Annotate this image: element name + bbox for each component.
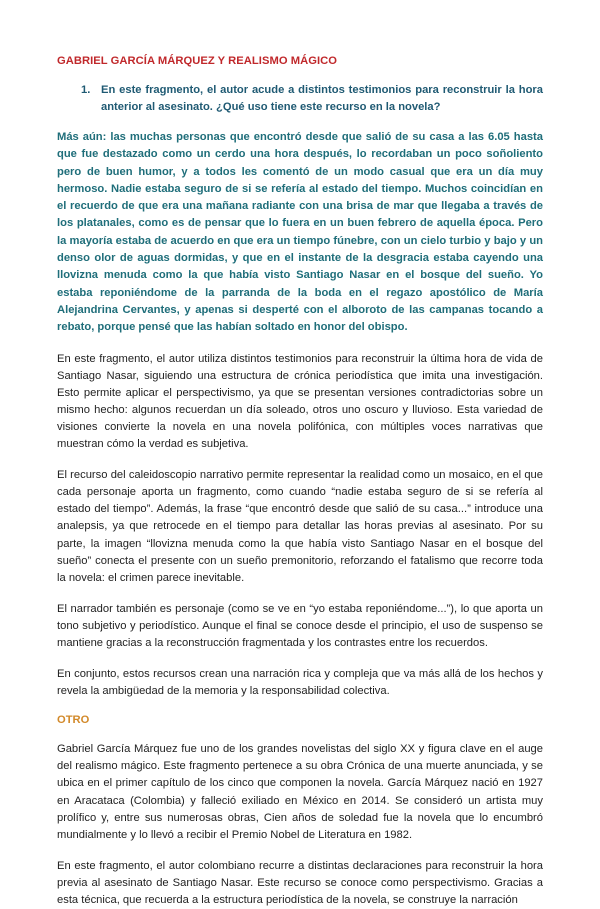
question-item — [81, 82, 543, 115]
analysis-paragraph: El recurso del caleidoscopio narrativo permite representar la realidad como un mosaico, en el que cada personaje aporta un fragmento, como cuando “nadie estaba seguro de si se refería al estado del tiempo”. Además, la frase “que encontró desde que salió de su casa...” introduce una analepsis, ya que retrocede en el tiempo para detallar las horas previas al asesinato. Por su parte, la imagen “llovizna menuda como la que había visto Santiago Nasar en el bosque del sueño” conecta el presente con un sueño premonitorio, reforzando el fatalismo que recorre toda la novela: el crimen parece inevitable. — [57, 469, 543, 584]
section-heading: OTRO — [57, 714, 90, 727]
other-paragraph: Gabriel García Márquez fue uno de los grandes novelistas del siglo XX y figura clave en el auge del realismo mágico. Este fragmento pertenece a su obra Crónica de una muerte anunciada, y se ubica en el primer capítulo de los cinco que componen la novela. García Márquez nació en 1927 en Aracataca (Colombia) y falleció exiliado en México en 2014. Se consideró un artista muy prolífico y, entre sus numerosas obras, Cien años de soledad fue la novela que lo encumbró mundialmente y lo llevó a recibir el Premio Nobel de Literatura en 1982. — [57, 743, 543, 841]
quoted-fragment: Más aún: las muchas personas que encontró desde que salió de su casa a las 6.05 hasta que fue destazado como un cerdo una hora después, lo recordaban un poco soñoliento pero de buen humor, y a todos les comentó de un modo casual que era un día muy hermoso. Nadie estaba seguro de si se refería al estado del tiempo. Muchos coincidían en el recuerdo de que era una mañana radiante con una brisa de mar que llegaba a través de los platanales, como es de pensar que lo fuera en un buen febrero de aquella época. Pero la mayoría estaba de acuerdo en que era un tiempo fúnebre, con un cielo turbio y bajo y un denso olor de aguas dormidas, y que en el instante de la desgracia estaba cayendo una llovizna menuda como la que había visto Santiago Nasar en el bosque del sueño. Yo estaba reponiéndome de la parranda de la boda en el regazo apostólico de María Alejandrina Cervantes, y apenas si desperté con el alboroto de las campanas tocando a rebato, porque pensé que las habían soltado en honor del obispo. — [57, 131, 543, 334]
analysis-paragraph: En este fragmento, el autor utiliza distintos testimonios para reconstruir la última hora de vida de Santiago Nasar, siguiendo una estructura de crónica periodística que imita una investigación. Esto permite aplicar el perspectivismo, ya que se presentan versiones contradictorias sobre un mismo hecho: algunos recuerdan un día soleado, otros uno oscuro y lluvioso. Esta variedad de visiones convierte la novela en una novela polifónica, con múltiples voces narrativas que muestran cómo la verdad es subjetiva. — [57, 352, 543, 451]
question-number: 1. — [81, 84, 91, 96]
question-text: En este fragmento, el autor acude a distintos testimonios para reconstruir la hora anterior al asesinato. ¿Qué uso tiene este recurso en la novela? — [101, 84, 543, 113]
analysis-paragraph: El narrador también es personaje (como se ve en “yo estaba reponiéndome...”), lo que aporta un tono subjetivo y periodístico. Aunque el final se conoce desde el principio, el uso de suspenso se mantiene gracias a la reconstrucción fragmentada y los contrastes entre los recuerdos. — [57, 602, 543, 649]
other-paragraph: En este fragmento, el autor colombiano recurre a distintas declaraciones para reconstruir la hora previa al asesinato de Santiago Nasar. Este recurso se conoce como perspectivismo. Gracias a esta técnica, que recuerda a la estructura periodística de la novela, se construye la narración — [57, 859, 543, 906]
document-title: GABRIEL GARCÍA MÁRQUEZ Y REALISMO MÁGICO — [57, 55, 338, 67]
analysis-paragraph: En conjunto, estos recursos crean una narración rica y compleja que va más allá de los hechos y revela la ambigüedad de la memoria y la responsabilidad colectiva. — [57, 668, 543, 698]
